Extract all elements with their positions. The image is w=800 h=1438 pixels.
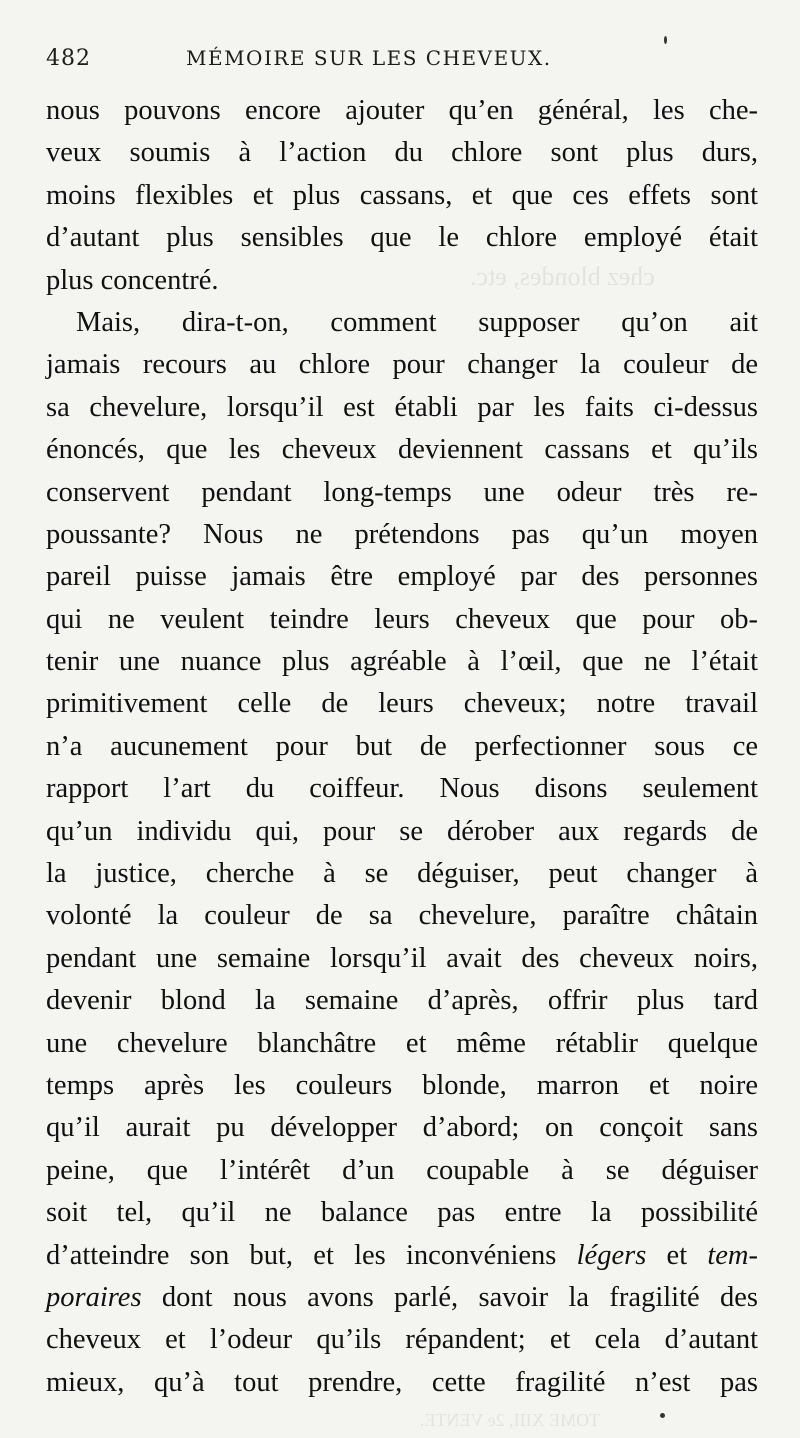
text-line: d’autant plus sensibles que le chlore employé était [46,222,758,254]
text-line: une chevelure blanchâtre et même rétablir quelque [46,1027,758,1059]
text-line: poussante? Nous ne prétendons pas qu’un moyen [46,518,758,550]
ink-speck [660,1413,665,1418]
text-line: Mais, dira-t-on, comment supposer qu’on ait [76,306,758,338]
italic-word: légers [576,1239,647,1271]
italic-word: tem- [707,1239,758,1271]
text-line-with-italics [46,1277,758,1319]
text-line: n’a aucunement pour but de perfectionner sous ce [46,730,758,762]
text-line: volonté la couleur de sa chevelure, paraître châtain [46,900,758,932]
running-title: MÉMOIRE SUR LES CHEVEUX. [186,46,552,70]
text-line: sa chevelure, lorsqu’il est établi par les faits ci-dessus [46,391,758,423]
text-line: soit tel, qu’il ne balance pas entre la possibilité [46,1197,758,1229]
text-line: pareil puisse jamais être employé par des personnes [46,561,758,593]
text-line: conservent pendant long-temps une odeur très re- [46,476,758,508]
text-line: rapport l’art du coiffeur. Nous disons seulement [46,773,758,805]
page-number: 482 [46,46,91,71]
text-line: veux soumis à l’action du chlore sont plus durs, [46,137,758,169]
text-line: devenir blond la semaine d’après, offrir plus tard [46,985,758,1017]
text-line: cheveux et l’odeur qu’ils répandent; et cela d’autant [46,1324,758,1356]
text-line: moins flexibles et plus cassans, et que ces effets sont [46,179,758,211]
page-header [46,40,750,76]
bleed-through: TOME XIII, 2e VENTE. [420,1410,600,1430]
text-line: qui ne veulent teindre leurs cheveux que pour ob- [46,603,758,635]
text-line: primitivement celle de leurs cheveux; notre travail [46,688,758,720]
text-line: pendant une semaine lorsqu’il avait des cheveux noirs, [46,942,758,974]
text-line: mieux, qu’à tout prendre, cette fragilité n’est pas [46,1366,758,1398]
text-line: qu’un individu qui, pour se dérober aux regards de [46,815,758,847]
body-text [46,90,758,1404]
text-line: qu’il aurait pu développer d’abord; on conçoit sans [46,1112,758,1144]
text-line: plus concentré. [46,264,219,296]
text-run: et [646,1239,708,1271]
text-run: d’atteindre son but, et les inconvéniens [46,1239,577,1271]
text-line: la justice, cherche à se déguiser, peut changer à [46,858,758,890]
text-line: tenir une nuance plus agréable à l’œil, que ne l’était [46,646,758,678]
text-line: temps après les couleurs blonde, marron et noire [46,1069,758,1101]
italic-word: poraires [46,1281,142,1313]
text-line: jamais recours au chlore pour changer la couleur de [46,349,758,381]
bleed-through: chez blondes, etc. [470,262,655,291]
text-line: énoncés, que les cheveux deviennent cassans et qu’ils [46,434,758,466]
text-line: nous pouvons encore ajouter qu’en général, les che- [46,95,758,126]
text-line-with-italics [46,1235,758,1277]
text-line: peine, que l’intérêt d’un coupable à se déguiser [46,1154,758,1186]
text-run: dont nous avons parlé, savoir la fragilité des [141,1281,758,1313]
